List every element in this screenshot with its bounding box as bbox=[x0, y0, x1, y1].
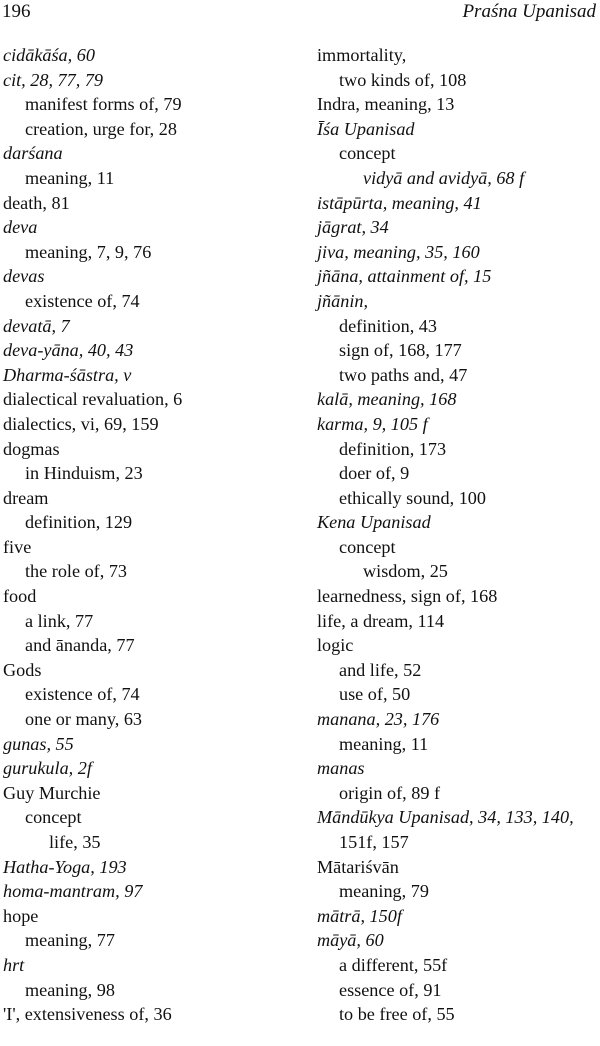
index-entry: Hatha-Yoga, 193 bbox=[3, 856, 127, 877]
index-entry: two paths and, 47 bbox=[339, 364, 468, 385]
index-entry: logic bbox=[317, 635, 354, 656]
index-entry: meaning, 11 bbox=[339, 733, 429, 754]
index-entry: learnedness, sign of, 168 bbox=[317, 586, 498, 607]
index-entry: jiva, meaning, 35, 160 bbox=[317, 241, 480, 262]
index-entry: gunas, 55 bbox=[3, 733, 74, 754]
index-entry: the role of, 73 bbox=[25, 561, 128, 582]
index-entry: Dharma-śāstra, v bbox=[3, 364, 132, 385]
index-entry: use of, 50 bbox=[339, 684, 411, 705]
index-entry: meaning, 77 bbox=[25, 930, 115, 951]
index-column-left bbox=[3, 43, 293, 1027]
index-entry: definition, 173 bbox=[339, 438, 447, 459]
index-entry: doer of, 9 bbox=[339, 463, 410, 484]
index-entry: and life, 52 bbox=[339, 659, 422, 680]
index-entry: one or many, 63 bbox=[25, 709, 143, 730]
index-entry: deva-yāna, 40, 43 bbox=[3, 340, 134, 361]
index-entry: concept bbox=[339, 143, 396, 164]
index-entry: hope bbox=[3, 905, 39, 926]
running-title: Praśna Upanisad bbox=[462, 1, 596, 22]
index-entry: devas bbox=[3, 266, 45, 287]
index-entry: definition, 129 bbox=[25, 512, 133, 533]
index-entry: sign of, 168, 177 bbox=[339, 340, 462, 361]
index-entry: hrt bbox=[3, 954, 25, 975]
index-entry: Īśa Upanisad bbox=[317, 118, 415, 139]
index-entry: existence of, 74 bbox=[25, 684, 140, 705]
index-entry: dialectics, vi, 69, 159 bbox=[3, 413, 159, 434]
index-entry: immortality, bbox=[317, 45, 407, 65]
index-entry: darśana bbox=[3, 143, 63, 164]
index-entry: death, 81 bbox=[3, 192, 70, 213]
index-entry: a link, 77 bbox=[25, 610, 94, 631]
index-entry: meaning, 98 bbox=[25, 979, 115, 1000]
index-entry: origin of, 89 f bbox=[339, 782, 441, 803]
index-entry: meaning, 79 bbox=[339, 881, 429, 902]
index-entry: creation, urge for, 28 bbox=[25, 118, 177, 139]
index-entry: Gods bbox=[3, 659, 42, 680]
index-entry: wisdom, 25 bbox=[363, 561, 448, 582]
index-entry: vidyā and avidyā, 68 f bbox=[363, 167, 525, 188]
index-entry: in Hinduism, 23 bbox=[25, 463, 143, 484]
index-entry: definition, 43 bbox=[339, 315, 437, 336]
index-entry: cit, 28, 77, 79 bbox=[3, 69, 104, 90]
index-entry: concept bbox=[339, 536, 396, 557]
index-entry: life, a dream, 114 bbox=[317, 610, 445, 631]
index-entry: jñānin, bbox=[317, 290, 369, 311]
index-entry: two kinds of, 108 bbox=[339, 69, 467, 90]
page-header bbox=[0, 0, 600, 30]
index-entry: Guy Murchie bbox=[3, 782, 101, 803]
index-entry: a different, 55f bbox=[339, 954, 448, 975]
index-entry: karma, 9, 105 f bbox=[317, 413, 428, 434]
index-entry: 151f, 157 bbox=[339, 832, 409, 852]
index-entry: Kena Upanisad bbox=[317, 512, 431, 533]
index-entry: dialectical revaluation, 6 bbox=[3, 389, 183, 410]
index-entry: manana, 23, 176 bbox=[317, 709, 440, 730]
index-entry: gurukula, 2f bbox=[3, 758, 92, 779]
index-entry: and ānanda, 77 bbox=[25, 635, 135, 656]
index-entry: manas bbox=[317, 758, 365, 779]
index-entry: istāpūrta, meaning, 41 bbox=[317, 192, 482, 213]
index-entry: existence of, 74 bbox=[25, 290, 140, 311]
index-entry: food bbox=[3, 586, 37, 607]
index-entry: Indra, meaning, 13 bbox=[317, 94, 455, 115]
index-column-right bbox=[317, 43, 600, 1027]
index-entry: concept bbox=[25, 807, 82, 828]
index-entry: five bbox=[3, 536, 32, 557]
index-entry: Mātariśvān bbox=[317, 856, 399, 877]
index-entry: to be free of, 55 bbox=[339, 1004, 455, 1025]
index-entry: dream bbox=[3, 487, 49, 508]
index-entry: dogmas bbox=[3, 438, 60, 459]
index-entry: māyā, 60 bbox=[317, 930, 384, 951]
index-entry: ethically sound, 100 bbox=[339, 487, 486, 508]
index-entry: kalā, meaning, 168 bbox=[317, 389, 457, 410]
index-entry: jñāna, attainment of, 15 bbox=[317, 266, 492, 287]
index-entry: 'I', extensiveness of, 36 bbox=[3, 1004, 172, 1025]
index-entry: life, 35 bbox=[49, 832, 101, 852]
index-entry: cidākāśa, 60 bbox=[3, 45, 95, 65]
index-entry: meaning, 7, 9, 76 bbox=[25, 241, 152, 262]
index-entry: essence of, 91 bbox=[339, 979, 442, 1000]
index-entry: meaning, 11 bbox=[25, 167, 115, 188]
index-entry: homa-mantram, 97 bbox=[3, 881, 143, 902]
index-entry: Māndūkya Upanisad, 34, 133, 140, bbox=[317, 807, 574, 828]
page-number: 196 bbox=[2, 1, 31, 22]
index-entry: deva bbox=[3, 217, 38, 238]
index-entry: jāgrat, 34 bbox=[317, 217, 389, 238]
index-entry: devatā, 7 bbox=[3, 315, 70, 336]
index-entry: mātrā, 150f bbox=[317, 905, 402, 926]
index-entry: manifest forms of, 79 bbox=[25, 94, 182, 115]
